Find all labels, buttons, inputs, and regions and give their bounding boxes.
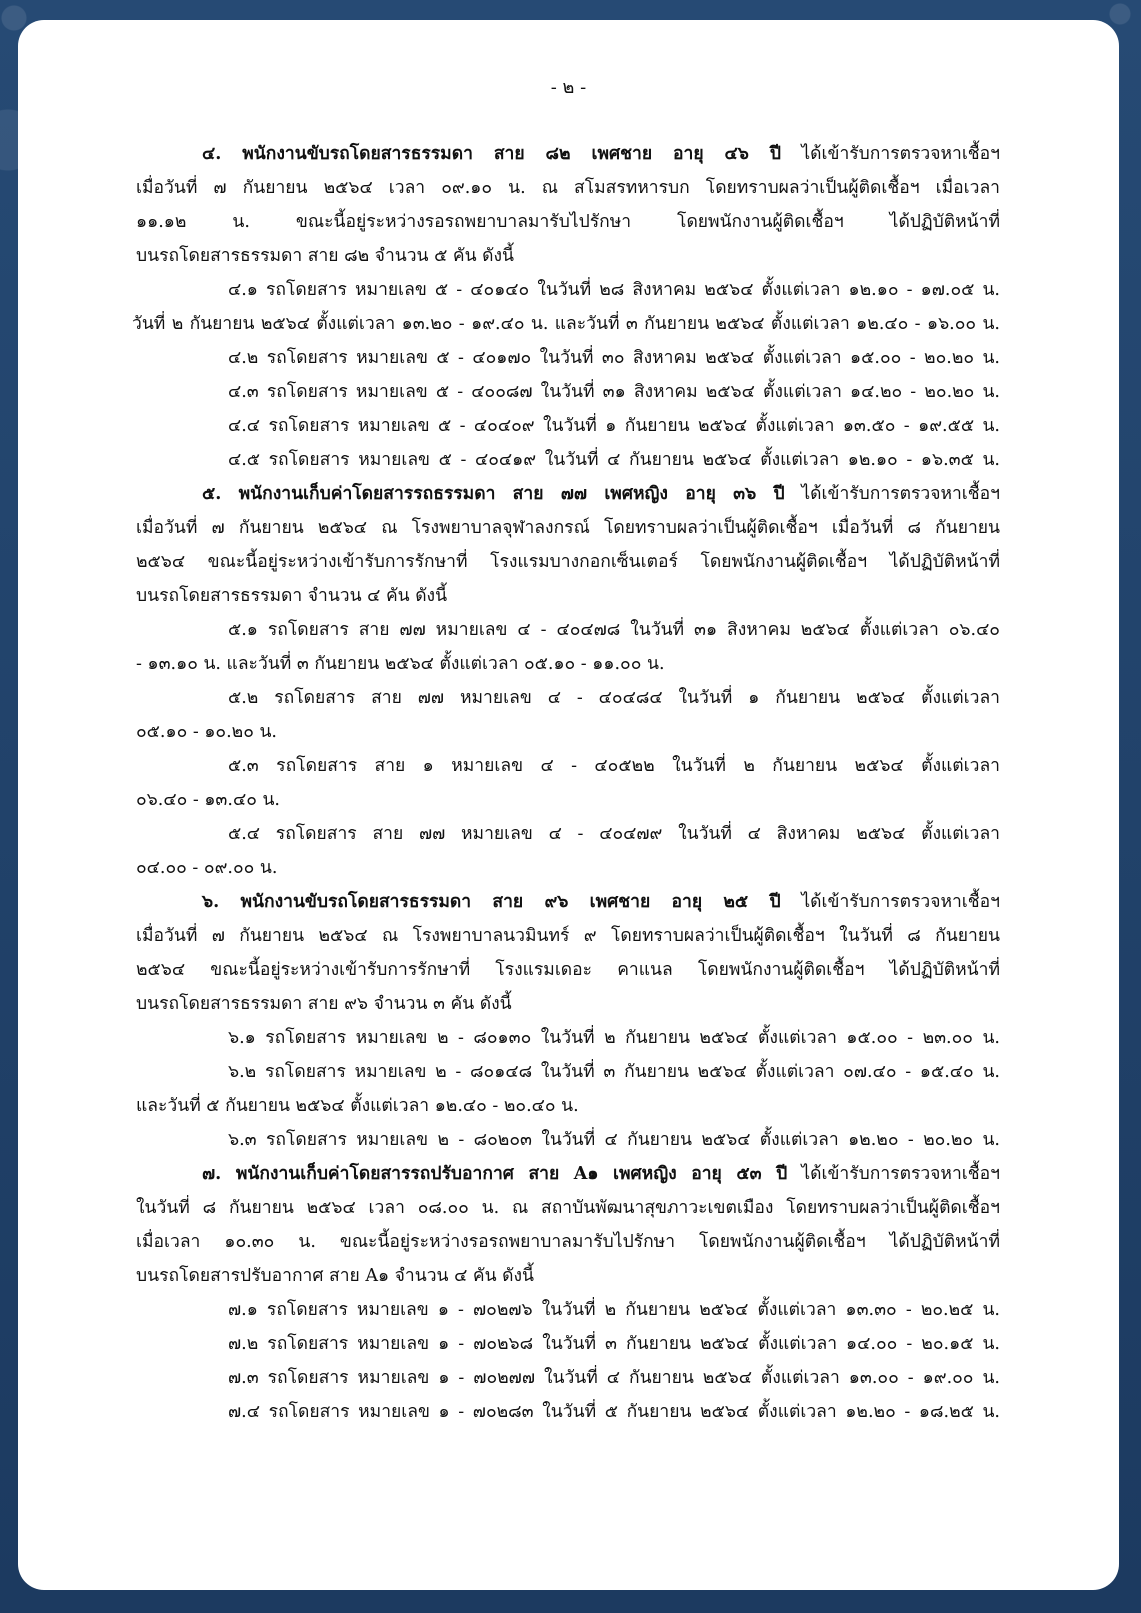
item-heading-6 xyxy=(136,885,1000,919)
document-body xyxy=(132,137,1001,1429)
item-heading-rest: ได้เข้ารับการตรวจหาเชื้อฯ xyxy=(780,892,1001,912)
paragraph-line: บนรถโดยสารธรรมดา สาย ๙๖ จำนวน ๓ คัน ดังนี้ xyxy=(136,994,512,1014)
item-heading-5 xyxy=(136,477,1000,511)
bus-entry-line: ๐๔.๐๐ - ๐๙.๐๐ น. xyxy=(136,858,278,878)
paragraph-line: เมื่อวันที่ ๗ กันยายน ๒๕๖๔ ณ โรงพยาบาลจุฬาลงกรณ์ โดยทราบผลว่าเป็นผู้ติดเชื้อฯ เมื่อวันที่ ๘ กันยายน xyxy=(136,518,1000,538)
bus-entry-line: ๐๕.๑๐ - ๑๐.๒๐ น. xyxy=(136,722,277,742)
paragraph-line: เมื่อเวลา ๑๐.๓๐ น. ขณะนี้อยู่ระหว่างรอรถพยาบาลมารับไปรักษา โดยพนักงานผู้ติดเชื้อฯ ได้ปฏิบัติหน้าที่ xyxy=(136,1232,1000,1252)
item-heading-rest: ได้เข้ารับการตรวจหาเชื้อฯ xyxy=(784,484,1001,504)
document-page xyxy=(18,20,1119,1590)
paragraph-line: เมื่อวันที่ ๗ กันยายน ๒๕๖๔ เวลา ๐๙.๑๐ น. ณ สโมสรทหารบก โดยทราบผลว่าเป็นผู้ติดเชื้อฯ เมื่อเวลา xyxy=(136,178,1000,198)
bus-entry-line: ๔.๒ รถโดยสาร หมายเลข ๕ - ๔๐๑๗๐ ในวันที่ ๓๐ สิงหาคม ๒๕๖๔ ตั้งแต่เวลา ๑๕.๐๐ - ๒๐.๒๐ น. xyxy=(228,348,1000,368)
paragraph-line: บนรถโดยสารธรรมดา สาย ๘๒ จำนวน ๕ คัน ดังนี้ xyxy=(136,246,514,266)
paragraph-line: บนรถโดยสารปรับอากาศ สาย A๑ จำนวน ๔ คัน ดังนี้ xyxy=(136,1266,534,1286)
paragraph-line: บนรถโดยสารธรรมดา จำนวน ๔ คัน ดังนี้ xyxy=(136,586,448,606)
bus-entry-line: ๔.๕ รถโดยสาร หมายเลข ๕ - ๔๐๔๑๙ ในวันที่ ๔ กันยายน ๒๕๖๔ ตั้งแต่เวลา ๑๒.๑๐ - ๑๖.๓๕ น. xyxy=(228,450,1000,470)
bus-entry-line: ๗.๑ รถโดยสาร หมายเลข ๑ - ๗๐๒๗๖ ในวันที่ ๒ กันยายน ๒๕๖๔ ตั้งแต่เวลา ๑๓.๓๐ - ๒๐.๒๕ น. xyxy=(228,1300,1000,1320)
bus-entry-line: ๗.๒ รถโดยสาร หมายเลข ๑ - ๗๐๒๖๘ ในวันที่ ๓ กันยายน ๒๕๖๔ ตั้งแต่เวลา ๑๔.๐๐ - ๒๐.๑๕ น. xyxy=(228,1334,1000,1354)
bus-entry-line: ๔.๓ รถโดยสาร หมายเลข ๕ - ๔๐๐๘๗ ในวันที่ ๓๑ สิงหาคม ๒๕๖๔ ตั้งแต่เวลา ๑๔.๒๐ - ๒๐.๒๐ น. xyxy=(228,382,1000,402)
bus-entry-line: ๐๖.๔๐ - ๑๓.๔๐ น. xyxy=(136,790,280,810)
paragraph-line: ๒๕๖๔ ขณะนี้อยู่ระหว่างเข้ารับการรักษาที่ โรงแรมบางกอกเซ็นเตอร์ โดยพนักงานผู้ติดเชื้อฯ ได้ปฏิบัติหน้าที่ xyxy=(136,552,1000,572)
bus-entry-line: ๔.๔ รถโดยสาร หมายเลข ๕ - ๔๐๔๐๙ ในวันที่ ๑ กันยายน ๒๕๖๔ ตั้งแต่เวลา ๑๓.๕๐ - ๑๙.๕๕ น. xyxy=(228,416,1000,436)
paragraph-line: ๑๑.๑๒ น. ขณะนี้อยู่ระหว่างรอรถพยาบาลมารับไปรักษา โดยพนักงานผู้ติดเชื้อฯ ได้ปฏิบัติหน้าที่ xyxy=(136,212,1000,232)
bus-entry-line: ๔.๑ รถโดยสาร หมายเลข ๕ - ๔๐๑๔๐ ในวันที่ ๒๘ สิงหาคม ๒๕๖๔ ตั้งแต่เวลา ๑๒.๑๐ - ๑๗.๐๕ น. xyxy=(228,280,1000,300)
bus-entry-line: ๗.๔ รถโดยสาร หมายเลข ๑ - ๗๐๒๘๓ ในวันที่ ๕ กันยายน ๒๕๖๔ ตั้งแต่เวลา ๑๒.๒๐ - ๑๘.๒๕ น. xyxy=(228,1402,1000,1422)
item-heading-4 xyxy=(136,137,1000,171)
bus-entry-line: ๕.๒ รถโดยสาร สาย ๗๗ หมายเลข ๔ - ๔๐๔๘๔ ในวันที่ ๑ กันยายน ๒๕๖๔ ตั้งแต่เวลา xyxy=(228,688,1000,708)
paragraph-line: ในวันที่ ๘ กันยายน ๒๕๖๔ เวลา ๐๘.๐๐ น. ณ สถาบันพัฒนาสุขภาวะเขตเมือง โดยทราบผลว่าเป็นผู้ติดเชื้อฯ xyxy=(136,1198,1000,1218)
bus-entry-line: ๖.๒ รถโดยสาร หมายเลข ๒ - ๘๐๑๔๘ ในวันที่ ๓ กันยายน ๒๕๖๔ ตั้งแต่เวลา ๐๗.๔๐ - ๑๕.๔๐ น. xyxy=(228,1062,1000,1082)
paragraph-line: ๒๕๖๔ ขณะนี้อยู่ระหว่างเข้ารับการรักษาที่ โรงแรมเดอะ คาแนล โดยพนักงานผู้ติดเชื้อฯ ได้ปฏิบัติหน้าที่ xyxy=(136,960,1000,980)
item-heading-rest: ได้เข้ารับการตรวจหาเชื้อฯ xyxy=(780,144,1001,164)
bus-entry-line: ๖.๓ รถโดยสาร หมายเลข ๒ - ๘๐๒๐๓ ในวันที่ ๔ กันยายน ๒๕๖๔ ตั้งแต่เวลา ๑๒.๒๐ - ๒๐.๒๐ น. xyxy=(228,1130,1000,1150)
paragraph-line: เมื่อวันที่ ๗ กันยายน ๒๕๖๔ ณ โรงพยาบาลนวมินทร์ ๙ โดยทราบผลว่าเป็นผู้ติดเชื้อฯ ในวันที่ ๘ กันยายน xyxy=(136,926,1000,946)
item-heading-bold: ๖. พนักงานขับรถโดยสารธรรมดา สาย ๙๖ เพศชาย อายุ ๒๕ ปี xyxy=(202,892,781,912)
item-heading-bold: ๗. พนักงานเก็บค่าโดยสารรถปรับอากาศ สาย A๑ เพศหญิง อายุ ๕๓ ปี xyxy=(202,1164,788,1184)
bus-entry-line: วันที่ ๒ กันยายน ๒๕๖๔ ตั้งแต่เวลา ๑๓.๒๐ - ๑๙.๔๐ น. และวันที่ ๓ กันยายน ๒๕๖๔ ตั้งแต่เวลา ๑๒.๔๐ - ๑๖.๐๐ น. xyxy=(132,314,1000,334)
item-heading-bold: ๔. พนักงานขับรถโดยสารธรรมดา สาย ๘๒ เพศชาย อายุ ๔๖ ปี xyxy=(202,144,781,164)
bus-entry-line: ๖.๑ รถโดยสาร หมายเลข ๒ - ๘๐๑๓๐ ในวันที่ ๒ กันยายน ๒๕๖๔ ตั้งแต่เวลา ๑๕.๐๐ - ๒๓.๐๐ น. xyxy=(228,1028,1000,1048)
item-heading-bold: ๕. พนักงานเก็บค่าโดยสารรถธรรมดา สาย ๗๗ เพศหญิง อายุ ๓๖ ปี xyxy=(202,484,785,504)
item-heading-rest: ได้เข้ารับการตรวจหาเชื้อฯ xyxy=(787,1164,1000,1184)
bus-entry-line: และวันที่ ๕ กันยายน ๒๕๖๔ ตั้งแต่เวลา ๑๒.๔๐ - ๒๐.๔๐ น. xyxy=(136,1096,579,1116)
bus-entry-line: ๕.๓ รถโดยสาร สาย ๑ หมายเลข ๔ - ๔๐๕๒๒ ในวันที่ ๒ กันยายน ๒๕๖๔ ตั้งแต่เวลา xyxy=(228,756,1000,776)
bus-entry-line: ๕.๔ รถโดยสาร สาย ๗๗ หมายเลข ๔ - ๔๐๔๗๙ ในวันที่ ๔ สิงหาคม ๒๕๖๔ ตั้งแต่เวลา xyxy=(228,824,1000,844)
bus-entry-line: ๗.๓ รถโดยสาร หมายเลข ๑ - ๗๐๒๗๗ ในวันที่ ๔ กันยายน ๒๕๖๔ ตั้งแต่เวลา ๑๓.๐๐ - ๑๙.๐๐ น. xyxy=(228,1368,1000,1388)
item-heading-7 xyxy=(136,1157,1000,1191)
page-number: - ๒ - xyxy=(550,77,587,98)
bus-entry-line: ๕.๑ รถโดยสาร สาย ๗๗ หมายเลข ๔ - ๔๐๔๗๘ ในวันที่ ๓๑ สิงหาคม ๒๕๖๔ ตั้งแต่เวลา ๐๖.๔๐ xyxy=(228,620,1000,640)
bus-entry-line: - ๑๓.๑๐ น. และวันที่ ๓ กันยายน ๒๕๖๔ ตั้งแต่เวลา ๐๕.๑๐ - ๑๑.๐๐ น. xyxy=(136,654,665,674)
